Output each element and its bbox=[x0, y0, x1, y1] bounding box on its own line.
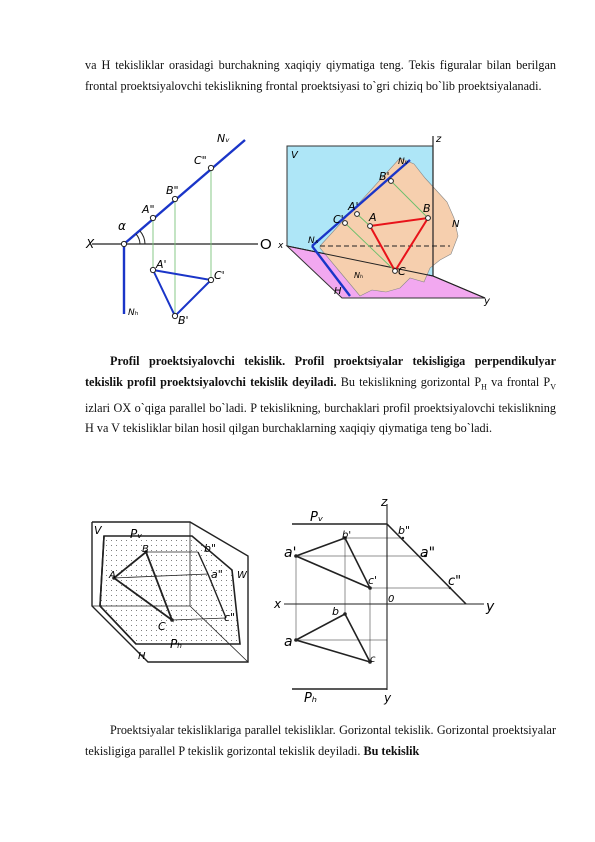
label-n: N bbox=[452, 219, 460, 230]
label-b1: B' bbox=[178, 314, 189, 327]
label-nh: Nₕ bbox=[354, 271, 364, 280]
point-b1 bbox=[172, 313, 177, 318]
label-c2: C" bbox=[194, 154, 207, 167]
label-a1: a' bbox=[284, 545, 297, 561]
label-nh: Nₕ bbox=[128, 308, 139, 318]
label-b: B bbox=[423, 202, 431, 215]
label-b2: B" bbox=[166, 184, 179, 197]
label-v: V bbox=[94, 524, 102, 537]
label-nv: Nᵥ bbox=[217, 132, 230, 145]
horizontal-projection-triangle bbox=[153, 270, 211, 316]
text-segment-bold: Bu tekislik bbox=[363, 743, 420, 758]
point-b bbox=[426, 216, 431, 221]
point-c1 bbox=[208, 277, 213, 282]
text-segment: Proektsiyalar tekisliklariga parallel tekisliklar. Gorizontal tekislik. Gorizontal proektsiyalar tekisligiga parallel P tekislik gorizontal tekislik deyiladi. bbox=[85, 723, 556, 758]
subscript-h: H bbox=[481, 382, 487, 392]
profile-plane-definition: Profil proektsiyalovchi tekislik. Profil proektsiyalar tekisligiga perpendikulyar tekislik profil proektsiyalovchi tekislik deyiladi. bbox=[85, 354, 556, 389]
label-y-bottom: y bbox=[384, 691, 392, 705]
label-x: x bbox=[278, 241, 284, 251]
subscript-v: V bbox=[550, 382, 556, 392]
point-a1 bbox=[150, 267, 155, 272]
point-c bbox=[170, 618, 174, 622]
pictorial-frontal-projecting-plane bbox=[277, 134, 491, 307]
label-c: c bbox=[370, 654, 376, 665]
label-a2: a" bbox=[211, 568, 223, 581]
label-ph: Pₕ bbox=[170, 637, 183, 651]
label-v: V bbox=[291, 150, 298, 161]
label-b: B bbox=[142, 544, 149, 555]
point-b2 bbox=[172, 196, 177, 201]
label-c2: c" bbox=[224, 611, 236, 624]
point-a bbox=[294, 638, 298, 642]
point-b bbox=[343, 612, 347, 616]
label-a2: a" bbox=[420, 545, 436, 561]
label-b2: b" bbox=[398, 524, 411, 537]
text-segment: Bu tekislikning gorizontal P bbox=[336, 374, 482, 389]
epure-frontal-projection bbox=[85, 132, 272, 327]
point-c2 bbox=[208, 165, 213, 170]
label-pv: Pᵥ bbox=[310, 510, 324, 525]
label-b1: b' bbox=[342, 530, 352, 541]
label-c: C bbox=[158, 620, 166, 633]
figure-profile-projecting-plane bbox=[80, 494, 520, 706]
point-nx bbox=[121, 241, 126, 246]
label-nv: Nᵥ bbox=[398, 157, 409, 167]
label-a2: A" bbox=[142, 203, 155, 216]
label-b2: B' bbox=[379, 170, 390, 183]
label-a: A bbox=[369, 211, 377, 224]
label-h: H bbox=[138, 651, 146, 662]
label-b2: b" bbox=[204, 542, 217, 555]
label-a1: A' bbox=[156, 258, 167, 271]
point-a2 bbox=[150, 215, 155, 220]
text-segment: va frontal P bbox=[486, 374, 551, 389]
label-origin: O bbox=[260, 236, 272, 253]
label-a2: A' bbox=[348, 200, 359, 213]
label-o: 0 bbox=[388, 594, 395, 605]
epure-profile-plane bbox=[273, 495, 495, 706]
angle-arc bbox=[136, 234, 140, 244]
paragraph-horizontal-plane bbox=[85, 720, 556, 761]
angle-arc-2 bbox=[140, 231, 145, 244]
label-a: A bbox=[109, 570, 116, 581]
label-a: a bbox=[284, 634, 293, 650]
label-c1: C' bbox=[214, 269, 225, 282]
label-z: z bbox=[436, 134, 442, 145]
label-z: z bbox=[381, 495, 388, 509]
frontal-trace-nv bbox=[124, 140, 245, 244]
text-segment: izlari OX o`qiga parallel bo`ladi. P tekislikning, burchaklari profil proektsiyalovchi tekislikning H va V tekisliklar bilan hosil qilgan burchaklarning xaqiqiy qiymatiga teng bo`ladi. bbox=[85, 400, 556, 436]
paragraph-intro: va H tekisliklar orasidagi burchakning xaqiqiy qiymatiga teng. Tekis figuralar bilan berilgan frontal proektsiyalovchi tekislikning frontal proektsiyasi to`gri chiziq bo`lib proektsiyalanadi. bbox=[85, 58, 556, 93]
label-pv: Pᵥ bbox=[130, 527, 143, 541]
label-c2: C' bbox=[333, 213, 344, 226]
label-w: W bbox=[237, 570, 247, 581]
label-ph: Pₕ bbox=[304, 691, 318, 706]
label-c: C bbox=[398, 265, 406, 278]
label-y: y bbox=[486, 599, 495, 615]
point-a bbox=[368, 224, 373, 229]
horizontal-triangle bbox=[296, 614, 370, 662]
paragraph-profile-plane bbox=[85, 351, 556, 439]
pictorial-profile-plane bbox=[92, 522, 248, 662]
point-c bbox=[393, 269, 398, 274]
label-alpha: α bbox=[118, 219, 126, 233]
label-x: X bbox=[86, 237, 95, 251]
label-c2: c" bbox=[448, 574, 462, 589]
figure-frontal-projecting-plane bbox=[80, 128, 560, 328]
label-x: x bbox=[274, 597, 282, 611]
label-h: H bbox=[334, 286, 342, 297]
frontal-triangle bbox=[296, 538, 370, 588]
label-b: b bbox=[332, 605, 339, 618]
point-b2 bbox=[402, 537, 404, 539]
label-c1: c' bbox=[368, 574, 378, 587]
label-y: y bbox=[484, 296, 490, 307]
label-nx: Nₓ bbox=[308, 236, 319, 246]
